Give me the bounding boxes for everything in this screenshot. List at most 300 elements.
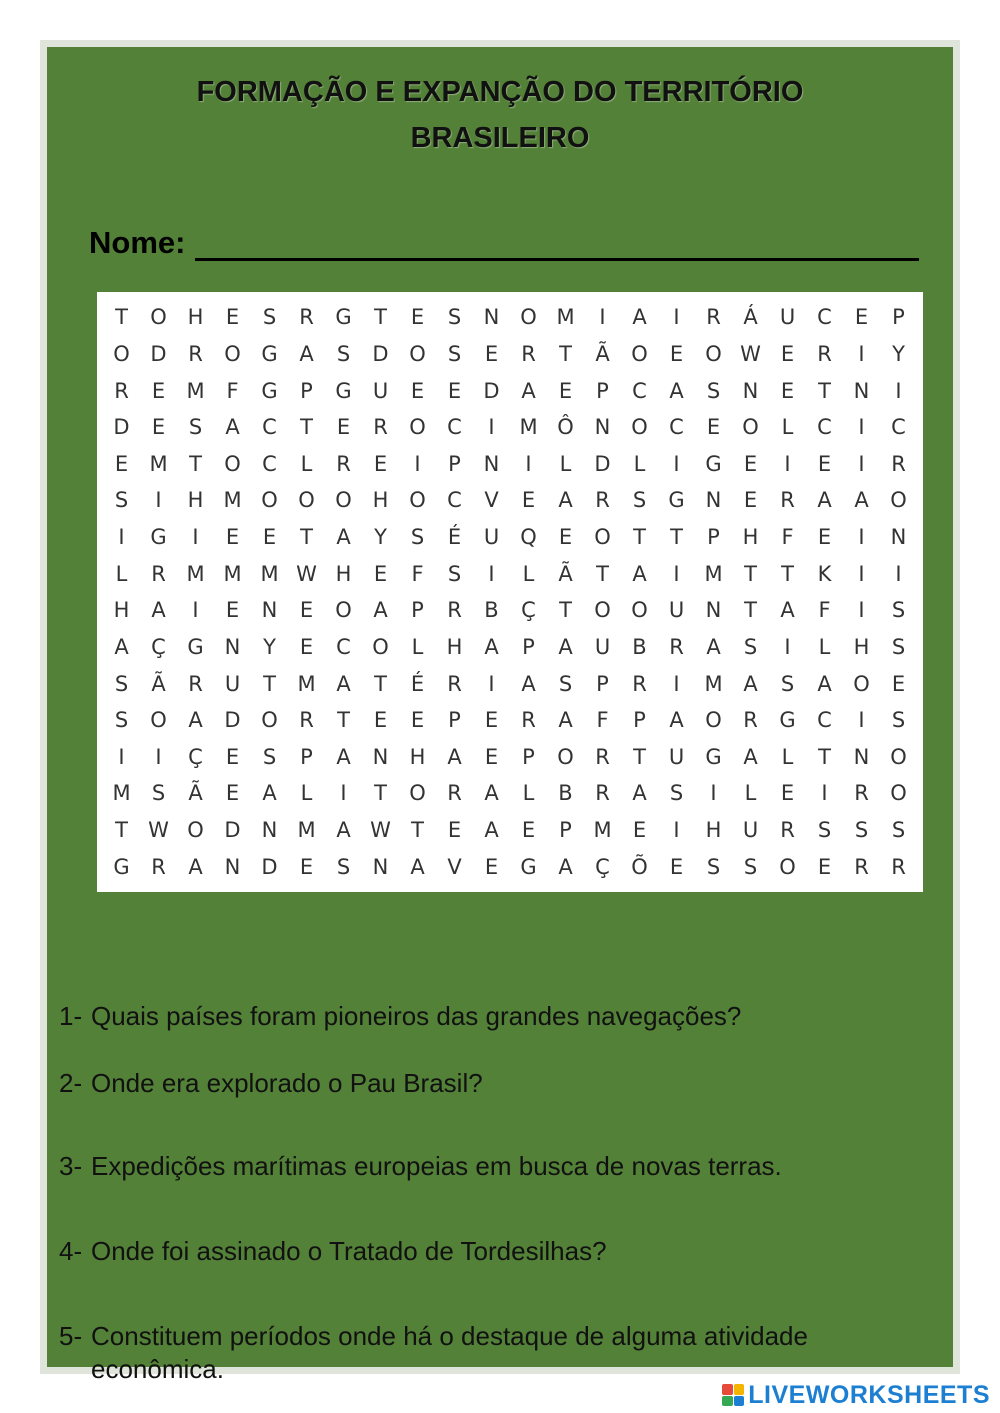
- grid-letter[interactable]: E: [854, 305, 869, 330]
- grid-letter[interactable]: É: [447, 525, 462, 550]
- grid-letter[interactable]: A: [484, 781, 499, 806]
- grid-letter[interactable]: A: [225, 415, 240, 440]
- grid-letter[interactable]: L: [300, 781, 313, 806]
- grid-letter[interactable]: P: [522, 744, 535, 769]
- grid-letter[interactable]: O: [261, 708, 278, 733]
- grid-letter[interactable]: A: [484, 634, 499, 659]
- grid-letter[interactable]: D: [261, 854, 278, 879]
- grid-letter[interactable]: R: [706, 305, 721, 330]
- grid-letter[interactable]: S: [780, 671, 795, 696]
- grid-letter[interactable]: S: [632, 488, 647, 513]
- grid-letter[interactable]: Ã: [595, 341, 610, 366]
- grid-letter[interactable]: E: [225, 598, 240, 623]
- grid-letter[interactable]: R: [632, 671, 647, 696]
- grid-letter[interactable]: V: [447, 854, 462, 879]
- grid-letter[interactable]: O: [409, 341, 426, 366]
- grid-letter[interactable]: G: [779, 708, 796, 733]
- grid-letter[interactable]: P: [522, 634, 535, 659]
- grid-letter[interactable]: O: [372, 634, 389, 659]
- grid-letter[interactable]: Ç: [151, 634, 166, 659]
- grid-letter[interactable]: N: [705, 598, 722, 623]
- grid-letter[interactable]: L: [559, 451, 572, 476]
- grid-letter[interactable]: I: [118, 525, 125, 550]
- grid-letter[interactable]: I: [895, 561, 902, 586]
- grid-letter[interactable]: A: [336, 744, 351, 769]
- grid-letter[interactable]: U: [668, 744, 685, 769]
- grid-letter[interactable]: M: [704, 561, 723, 586]
- grid-letter[interactable]: E: [521, 818, 536, 843]
- grid-letter[interactable]: E: [669, 854, 684, 879]
- grid-letter[interactable]: O: [224, 341, 241, 366]
- grid-letter[interactable]: R: [669, 634, 684, 659]
- grid-letter[interactable]: S: [114, 708, 129, 733]
- grid-letter[interactable]: T: [633, 525, 646, 550]
- grid-letter[interactable]: B: [484, 598, 499, 623]
- grid-letter[interactable]: M: [186, 378, 205, 403]
- grid-letter[interactable]: T: [337, 708, 350, 733]
- grid-letter[interactable]: A: [706, 634, 721, 659]
- grid-letter[interactable]: I: [858, 341, 865, 366]
- grid-letter[interactable]: I: [858, 525, 865, 550]
- grid-letter[interactable]: R: [151, 561, 166, 586]
- grid-letter[interactable]: A: [336, 818, 351, 843]
- grid-letter[interactable]: N: [705, 488, 722, 513]
- grid-letter[interactable]: H: [742, 525, 759, 550]
- grid-letter[interactable]: F: [226, 378, 239, 403]
- grid-letter[interactable]: O: [150, 305, 167, 330]
- grid-letter[interactable]: E: [336, 415, 351, 440]
- grid-letter[interactable]: L: [411, 634, 424, 659]
- grid-letter[interactable]: C: [817, 708, 832, 733]
- grid-letter[interactable]: O: [150, 708, 167, 733]
- grid-letter[interactable]: E: [447, 378, 462, 403]
- grid-letter[interactable]: S: [669, 781, 684, 806]
- grid-letter[interactable]: E: [373, 561, 388, 586]
- grid-letter[interactable]: P: [300, 744, 313, 769]
- grid-letter[interactable]: R: [447, 781, 462, 806]
- grid-letter[interactable]: T: [374, 671, 387, 696]
- grid-letter[interactable]: I: [192, 598, 199, 623]
- grid-letter[interactable]: U: [742, 818, 759, 843]
- grid-letter[interactable]: N: [483, 305, 500, 330]
- grid-letter[interactable]: H: [446, 634, 463, 659]
- grid-letter[interactable]: A: [558, 488, 573, 513]
- grid-letter[interactable]: A: [188, 708, 203, 733]
- grid-letter[interactable]: D: [150, 341, 167, 366]
- grid-letter[interactable]: G: [335, 378, 352, 403]
- grid-letter[interactable]: P: [596, 378, 609, 403]
- grid-letter[interactable]: E: [817, 854, 832, 879]
- grid-letter[interactable]: A: [817, 671, 832, 696]
- grid-letter[interactable]: A: [410, 854, 425, 879]
- grid-letter[interactable]: L: [522, 781, 535, 806]
- grid-letter[interactable]: P: [707, 525, 720, 550]
- grid-letter[interactable]: P: [633, 708, 646, 733]
- grid-letter[interactable]: A: [558, 708, 573, 733]
- grid-letter[interactable]: M: [593, 818, 612, 843]
- grid-letter[interactable]: E: [669, 341, 684, 366]
- grid-letter[interactable]: I: [858, 708, 865, 733]
- grid-letter[interactable]: U: [372, 378, 389, 403]
- grid-letter[interactable]: E: [225, 744, 240, 769]
- grid-letter[interactable]: P: [411, 598, 424, 623]
- grid-letter[interactable]: E: [447, 818, 462, 843]
- grid-letter[interactable]: L: [744, 781, 757, 806]
- grid-letter[interactable]: S: [336, 854, 351, 879]
- grid-letter[interactable]: M: [519, 415, 538, 440]
- grid-letter[interactable]: H: [113, 598, 130, 623]
- grid-letter[interactable]: I: [488, 415, 495, 440]
- grid-letter[interactable]: E: [299, 634, 314, 659]
- grid-letter[interactable]: S: [447, 341, 462, 366]
- grid-letter[interactable]: G: [261, 378, 278, 403]
- grid-letter[interactable]: E: [817, 451, 832, 476]
- grid-letter[interactable]: I: [599, 305, 606, 330]
- grid-letter[interactable]: O: [594, 525, 611, 550]
- grid-letter[interactable]: H: [187, 305, 204, 330]
- grid-letter[interactable]: A: [632, 561, 647, 586]
- grid-letter[interactable]: I: [340, 781, 347, 806]
- grid-letter[interactable]: T: [411, 818, 424, 843]
- grid-letter[interactable]: I: [155, 744, 162, 769]
- grid-letter[interactable]: E: [484, 854, 499, 879]
- grid-letter[interactable]: E: [225, 525, 240, 550]
- grid-letter[interactable]: M: [186, 561, 205, 586]
- grid-letter[interactable]: E: [373, 451, 388, 476]
- grid-letter[interactable]: M: [297, 818, 316, 843]
- grid-letter[interactable]: Q: [520, 525, 537, 550]
- grid-letter[interactable]: M: [297, 671, 316, 696]
- grid-letter[interactable]: O: [631, 341, 648, 366]
- grid-letter[interactable]: N: [224, 634, 241, 659]
- grid-letter[interactable]: E: [373, 708, 388, 733]
- grid-letter[interactable]: A: [336, 671, 351, 696]
- grid-letter[interactable]: L: [781, 415, 794, 440]
- grid-letter[interactable]: A: [262, 781, 277, 806]
- grid-letter[interactable]: R: [891, 854, 906, 879]
- grid-letter[interactable]: A: [558, 854, 573, 879]
- grid-letter[interactable]: B: [632, 634, 647, 659]
- grid-letter[interactable]: I: [821, 781, 828, 806]
- grid-letter[interactable]: M: [223, 561, 242, 586]
- grid-letter[interactable]: P: [448, 451, 461, 476]
- grid-letter[interactable]: Y: [263, 634, 276, 659]
- grid-letter[interactable]: O: [779, 854, 796, 879]
- grid-letter[interactable]: R: [595, 781, 610, 806]
- grid-letter[interactable]: M: [556, 305, 575, 330]
- grid-letter[interactable]: G: [668, 488, 685, 513]
- grid-letter[interactable]: E: [558, 378, 573, 403]
- grid-letter[interactable]: R: [595, 744, 610, 769]
- grid-letter[interactable]: P: [892, 305, 905, 330]
- grid-letter[interactable]: T: [559, 341, 572, 366]
- grid-letter[interactable]: S: [262, 744, 277, 769]
- grid-letter[interactable]: S: [188, 415, 203, 440]
- grid-letter[interactable]: O: [187, 818, 204, 843]
- grid-letter[interactable]: C: [817, 415, 832, 440]
- grid-letter[interactable]: N: [483, 451, 500, 476]
- grid-letter[interactable]: I: [414, 451, 421, 476]
- grid-letter[interactable]: R: [854, 854, 869, 879]
- grid-letter[interactable]: S: [706, 378, 721, 403]
- grid-letter[interactable]: O: [298, 488, 315, 513]
- grid-letter[interactable]: R: [299, 708, 314, 733]
- grid-letter[interactable]: Á: [743, 305, 758, 330]
- grid-letter[interactable]: A: [521, 378, 536, 403]
- grid-letter[interactable]: N: [224, 854, 241, 879]
- grid-letter[interactable]: H: [705, 818, 722, 843]
- grid-letter[interactable]: F: [596, 708, 609, 733]
- grid-letter[interactable]: P: [448, 708, 461, 733]
- grid-letter[interactable]: O: [520, 305, 537, 330]
- grid-letter[interactable]: N: [261, 818, 278, 843]
- grid-letter[interactable]: O: [890, 744, 907, 769]
- grid-letter[interactable]: R: [188, 671, 203, 696]
- grid-letter[interactable]: G: [113, 854, 130, 879]
- grid-letter[interactable]: Ç: [188, 744, 203, 769]
- grid-letter[interactable]: S: [891, 634, 906, 659]
- grid-letter[interactable]: N: [853, 378, 870, 403]
- grid-letter[interactable]: I: [155, 488, 162, 513]
- grid-letter[interactable]: M: [260, 561, 279, 586]
- grid-letter[interactable]: S: [151, 781, 166, 806]
- grid-letter[interactable]: T: [744, 598, 757, 623]
- grid-letter[interactable]: O: [261, 488, 278, 513]
- grid-letter[interactable]: A: [484, 818, 499, 843]
- grid-letter[interactable]: A: [188, 854, 203, 879]
- grid-letter[interactable]: T: [559, 598, 572, 623]
- grid-letter[interactable]: G: [705, 744, 722, 769]
- grid-letter[interactable]: P: [596, 671, 609, 696]
- grid-letter[interactable]: E: [484, 341, 499, 366]
- grid-letter[interactable]: Y: [374, 525, 387, 550]
- grid-letter[interactable]: F: [411, 561, 424, 586]
- grid-letter[interactable]: N: [594, 415, 611, 440]
- grid-letter[interactable]: I: [858, 451, 865, 476]
- grid-letter[interactable]: L: [115, 561, 128, 586]
- grid-letter[interactable]: E: [151, 378, 166, 403]
- grid-letter[interactable]: R: [780, 488, 795, 513]
- grid-letter[interactable]: O: [113, 341, 130, 366]
- grid-letter[interactable]: G: [520, 854, 537, 879]
- grid-letter[interactable]: C: [262, 415, 277, 440]
- grid-letter[interactable]: G: [705, 451, 722, 476]
- grid-letter[interactable]: I: [673, 818, 680, 843]
- grid-letter[interactable]: L: [300, 451, 313, 476]
- grid-letter[interactable]: W: [296, 561, 317, 586]
- grid-letter[interactable]: D: [224, 818, 241, 843]
- grid-letter[interactable]: R: [521, 708, 536, 733]
- grid-letter[interactable]: A: [632, 305, 647, 330]
- grid-letter[interactable]: E: [706, 415, 721, 440]
- grid-letter[interactable]: I: [525, 451, 532, 476]
- grid-letter[interactable]: U: [594, 634, 611, 659]
- grid-letter[interactable]: U: [779, 305, 796, 330]
- grid-letter[interactable]: G: [335, 305, 352, 330]
- grid-letter[interactable]: O: [409, 488, 426, 513]
- grid-letter[interactable]: E: [225, 305, 240, 330]
- grid-letter[interactable]: S: [447, 305, 462, 330]
- grid-letter[interactable]: K: [817, 561, 832, 586]
- grid-letter[interactable]: E: [114, 451, 129, 476]
- grid-letter[interactable]: S: [114, 488, 129, 513]
- grid-letter[interactable]: T: [596, 561, 609, 586]
- grid-letter[interactable]: I: [858, 415, 865, 440]
- grid-letter[interactable]: O: [853, 671, 870, 696]
- grid-letter[interactable]: O: [224, 451, 241, 476]
- grid-letter[interactable]: S: [410, 525, 425, 550]
- grid-letter[interactable]: I: [710, 781, 717, 806]
- grid-letter[interactable]: W: [148, 818, 169, 843]
- grid-letter[interactable]: A: [373, 598, 388, 623]
- grid-letter[interactable]: S: [743, 854, 758, 879]
- grid-letter[interactable]: D: [224, 708, 241, 733]
- grid-letter[interactable]: N: [890, 525, 907, 550]
- grid-letter[interactable]: R: [299, 305, 314, 330]
- grid-letter[interactable]: A: [151, 598, 166, 623]
- grid-letter[interactable]: H: [187, 488, 204, 513]
- grid-letter[interactable]: T: [670, 525, 683, 550]
- grid-letter[interactable]: E: [891, 671, 906, 696]
- grid-letter[interactable]: T: [189, 451, 202, 476]
- grid-letter[interactable]: M: [223, 488, 242, 513]
- grid-letter[interactable]: R: [854, 781, 869, 806]
- grid-letter[interactable]: O: [335, 488, 352, 513]
- grid-letter[interactable]: I: [673, 305, 680, 330]
- grid-letter[interactable]: E: [299, 598, 314, 623]
- grid-letter[interactable]: E: [780, 781, 795, 806]
- grid-letter[interactable]: F: [781, 525, 794, 550]
- grid-letter[interactable]: A: [780, 598, 795, 623]
- grid-letter[interactable]: P: [300, 378, 313, 403]
- grid-letter[interactable]: U: [224, 671, 241, 696]
- grid-letter[interactable]: A: [521, 671, 536, 696]
- grid-letter[interactable]: E: [780, 378, 795, 403]
- grid-letter[interactable]: F: [818, 598, 831, 623]
- grid-letter[interactable]: C: [817, 305, 832, 330]
- grid-letter[interactable]: R: [373, 415, 388, 440]
- grid-letter[interactable]: G: [261, 341, 278, 366]
- grid-letter[interactable]: R: [891, 451, 906, 476]
- grid-letter[interactable]: E: [225, 781, 240, 806]
- grid-letter[interactable]: T: [374, 781, 387, 806]
- grid-letter[interactable]: A: [558, 634, 573, 659]
- grid-letter[interactable]: B: [558, 781, 573, 806]
- grid-letter[interactable]: I: [784, 634, 791, 659]
- grid-letter[interactable]: C: [669, 415, 684, 440]
- grid-letter[interactable]: S: [447, 561, 462, 586]
- grid-letter[interactable]: C: [632, 378, 647, 403]
- grid-letter[interactable]: P: [559, 818, 572, 843]
- grid-letter[interactable]: L: [781, 744, 794, 769]
- grid-letter[interactable]: G: [150, 525, 167, 550]
- grid-letter[interactable]: A: [669, 708, 684, 733]
- grid-letter[interactable]: S: [706, 854, 721, 879]
- grid-letter[interactable]: Õ: [631, 854, 648, 879]
- grid-letter[interactable]: O: [409, 415, 426, 440]
- grid-letter[interactable]: L: [522, 561, 535, 586]
- grid-letter[interactable]: O: [631, 415, 648, 440]
- grid-letter[interactable]: S: [854, 818, 869, 843]
- grid-letter[interactable]: A: [336, 525, 351, 550]
- grid-letter[interactable]: I: [673, 561, 680, 586]
- grid-letter[interactable]: C: [262, 451, 277, 476]
- grid-letter[interactable]: E: [151, 415, 166, 440]
- grid-letter[interactable]: V: [484, 488, 499, 513]
- grid-letter[interactable]: D: [483, 378, 500, 403]
- grid-letter[interactable]: O: [335, 598, 352, 623]
- grid-letter[interactable]: C: [336, 634, 351, 659]
- liveworksheets-brand[interactable]: [722, 1380, 990, 1410]
- grid-letter[interactable]: M: [704, 671, 723, 696]
- grid-letter[interactable]: E: [262, 525, 277, 550]
- grid-letter[interactable]: T: [818, 378, 831, 403]
- grid-letter[interactable]: N: [261, 598, 278, 623]
- grid-letter[interactable]: H: [335, 561, 352, 586]
- grid-letter[interactable]: S: [891, 598, 906, 623]
- grid-letter[interactable]: T: [818, 744, 831, 769]
- name-input-line[interactable]: [195, 258, 919, 261]
- grid-letter[interactable]: O: [557, 744, 574, 769]
- grid-letter[interactable]: C: [891, 415, 906, 440]
- grid-letter[interactable]: T: [300, 415, 313, 440]
- grid-letter[interactable]: S: [743, 634, 758, 659]
- grid-letter[interactable]: S: [558, 671, 573, 696]
- grid-letter[interactable]: A: [854, 488, 869, 513]
- grid-letter[interactable]: E: [299, 854, 314, 879]
- grid-letter[interactable]: R: [595, 488, 610, 513]
- grid-letter[interactable]: L: [818, 634, 831, 659]
- grid-letter[interactable]: D: [113, 415, 130, 440]
- grid-letter[interactable]: I: [673, 451, 680, 476]
- grid-letter[interactable]: I: [858, 598, 865, 623]
- grid-letter[interactable]: N: [372, 854, 389, 879]
- grid-letter[interactable]: O: [890, 781, 907, 806]
- grid-letter[interactable]: S: [891, 708, 906, 733]
- grid-letter[interactable]: I: [192, 525, 199, 550]
- grid-letter[interactable]: A: [299, 341, 314, 366]
- grid-letter[interactable]: I: [858, 561, 865, 586]
- grid-letter[interactable]: E: [484, 744, 499, 769]
- grid-letter[interactable]: O: [631, 598, 648, 623]
- grid-letter[interactable]: A: [632, 781, 647, 806]
- grid-letter[interactable]: Ç: [595, 854, 610, 879]
- grid-letter[interactable]: O: [890, 488, 907, 513]
- grid-letter[interactable]: O: [705, 341, 722, 366]
- grid-letter[interactable]: I: [488, 671, 495, 696]
- grid-letter[interactable]: M: [112, 781, 131, 806]
- grid-letter[interactable]: A: [669, 378, 684, 403]
- grid-letter[interactable]: D: [372, 341, 389, 366]
- grid-letter[interactable]: A: [447, 744, 462, 769]
- grid-letter[interactable]: R: [151, 854, 166, 879]
- grid-letter[interactable]: E: [410, 378, 425, 403]
- grid-letter[interactable]: I: [784, 451, 791, 476]
- grid-letter[interactable]: R: [447, 598, 462, 623]
- grid-letter[interactable]: T: [263, 671, 276, 696]
- grid-letter[interactable]: W: [740, 341, 761, 366]
- grid-letter[interactable]: H: [853, 634, 870, 659]
- grid-letter[interactable]: A: [743, 671, 758, 696]
- grid-letter[interactable]: E: [743, 488, 758, 513]
- grid-letter[interactable]: R: [188, 341, 203, 366]
- grid-letter[interactable]: A: [743, 744, 758, 769]
- grid-letter[interactable]: D: [594, 451, 611, 476]
- grid-letter[interactable]: W: [370, 818, 391, 843]
- grid-letter[interactable]: E: [743, 451, 758, 476]
- grid-letter[interactable]: I: [488, 561, 495, 586]
- grid-letter[interactable]: N: [742, 378, 759, 403]
